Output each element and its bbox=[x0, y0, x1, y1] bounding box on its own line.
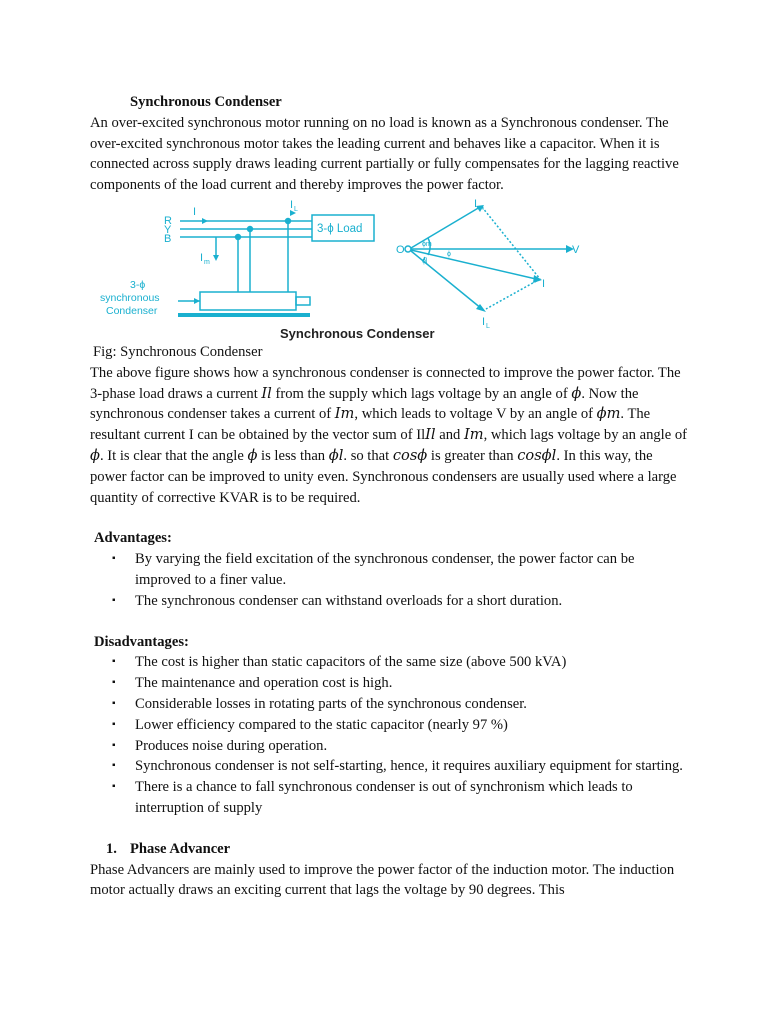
list-item: ▪ By varying the field excitation of the synchronous condenser, the power factor can be improved to a finer value. bbox=[112, 551, 635, 588]
document-page bbox=[90, 92, 690, 901]
figure-title: Synchronous Condenser bbox=[280, 325, 435, 341]
advantages-list bbox=[90, 549, 690, 611]
advantages-heading: Advantages: bbox=[94, 530, 172, 547]
arrow-Im bbox=[213, 255, 219, 261]
phasor-Im-sub: m bbox=[478, 204, 484, 212]
arrow-I bbox=[202, 218, 208, 224]
bullet-icon: ▪ bbox=[112, 760, 116, 772]
figure-caption: Fig: Synchronous Condenser bbox=[93, 343, 263, 360]
list-item: ▪ The maintenance and operation cost is high. bbox=[90, 673, 690, 694]
disadvantages-heading: Disadvantages: bbox=[94, 633, 189, 650]
list-item: ▪ The synchronous condenser can withstand overloads for a short duration. bbox=[90, 591, 690, 612]
phase-advancer-heading: 1. Phase Advancer bbox=[106, 840, 231, 857]
bullet-icon: ▪ bbox=[112, 594, 116, 606]
motor-label-2: synchronous bbox=[100, 291, 160, 304]
motor-label-3: Condenser bbox=[106, 304, 158, 317]
phasor-IL-sub: L bbox=[486, 322, 490, 330]
phasor-origin-dot bbox=[405, 246, 411, 252]
list-item: ▪ The cost is higher than static capacitors of the same size (above 500 kVA) bbox=[90, 652, 690, 673]
phase-advancer-paragraph: Phase Advancers are mainly used to improve the power factor of the induction motor. The induction motor actually draws an exciting current that lags the voltage by 90 degrees. This bbox=[90, 861, 675, 899]
phase-r: R bbox=[164, 214, 172, 227]
label-IL: I bbox=[290, 198, 294, 211]
label-Im: I bbox=[200, 251, 204, 264]
angle-m-label: ϕm bbox=[422, 240, 432, 248]
list-item: ▪ Considerable losses in rotating parts of the synchronous condenser. bbox=[90, 694, 690, 715]
bullet-icon: ▪ bbox=[112, 697, 116, 709]
angle-l-label: ϕl bbox=[422, 257, 428, 265]
disadvantages-list bbox=[90, 652, 690, 818]
dotted-line bbox=[486, 279, 540, 309]
list-item: ▪ Produces noise during operation. bbox=[90, 736, 690, 757]
motor-shaft bbox=[296, 297, 310, 305]
phasor-Im-label: I bbox=[474, 198, 478, 210]
bullet-icon: ▪ bbox=[112, 781, 116, 793]
explanation-paragraph: The above figure shows how a synchronous condenser is connected to improve the power factor. The 3-phase load draws a current Il from the supply which lags voltage by an angle of ϕ. Now the synchronous condenser takes a current of Im, which leads to voltage V by an angle of ϕm. The resultant current I can be obtained by the vector sum of IlIl and Im, which lags voltage by an angle of ϕ. It is clear that the angle ϕ is less than ϕl. so that cosϕ is greater than cosϕl. In this way, the power factor can be improved to unity even. Synchronous condensers are usually used where a large quantity of corrective KVAR is to be required. bbox=[90, 364, 688, 506]
angle-label: ϕ bbox=[447, 250, 451, 258]
phase-y: Y bbox=[164, 223, 172, 236]
bullet-icon: ▪ bbox=[112, 718, 116, 730]
list-item: ▪ Synchronous condenser is not self-starting, hence, it requires auxiliary equipment for starting. bbox=[90, 756, 690, 777]
motor-label-1: 3-ϕ bbox=[130, 278, 146, 291]
phasor-origin-label: O bbox=[396, 243, 405, 256]
synchronous-condenser-figure bbox=[90, 199, 690, 341]
section-title: Synchronous Condenser bbox=[130, 94, 282, 110]
load-label: 3-ϕ Load bbox=[317, 222, 363, 235]
bullet-icon: ▪ bbox=[112, 553, 116, 565]
list-item: ▪ Lower efficiency compared to the static capacitor (nearly 97 %) bbox=[90, 715, 690, 736]
bullet-icon: ▪ bbox=[112, 739, 116, 751]
label-I: I bbox=[193, 205, 197, 218]
motor-box bbox=[200, 292, 296, 310]
phasor-V-label: V bbox=[572, 243, 580, 256]
bullet-icon: ▪ bbox=[112, 656, 116, 668]
label-Im-sub: m bbox=[204, 258, 210, 266]
phasor-IL-label: I bbox=[482, 315, 486, 328]
phasor-I bbox=[411, 250, 536, 279]
label-IL-sub: L bbox=[294, 205, 298, 213]
phasor-I-label: I bbox=[542, 277, 546, 290]
bullet-icon: ▪ bbox=[112, 677, 116, 689]
intro-paragraph: An over-excited synchronous motor running on no load is known as a Synchronous condenser. The over-excited synchronous motor takes the leading current and behaves like a capacitor. When it is connected across supply draws leading current partially or fully compensates for the lagging reactive components of the load current and thereby improves the power factor. bbox=[90, 114, 679, 194]
phase-b: B bbox=[164, 232, 172, 245]
circuit-and-phasor-diagram bbox=[90, 199, 690, 341]
pointer-arrow bbox=[194, 298, 200, 304]
list-item: ▪ There is a chance to fall synchronous condenser is out of synchronism which leads to interruption of supply bbox=[112, 779, 633, 816]
